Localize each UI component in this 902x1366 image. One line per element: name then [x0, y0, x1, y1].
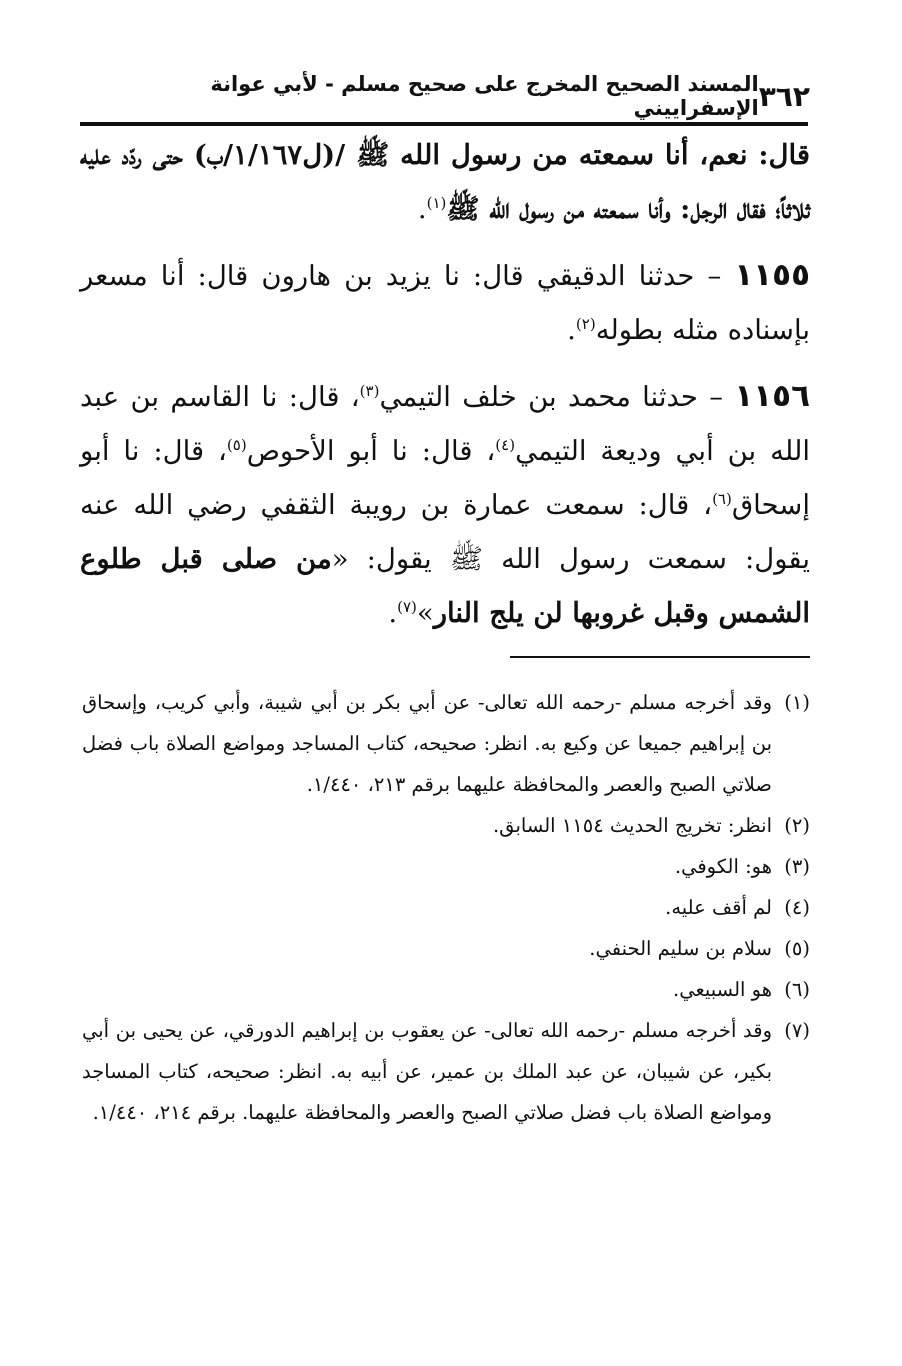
footnote-ref: (١) [426, 193, 447, 212]
footnote-text: انظر: تخريج الحديث ١١٥٤ السابق. [492, 814, 772, 837]
footnote-text: وقد أخرجه مسلم -رحمه الله تعالى- عن يعقوب بن إبراهيم الدورقي، عن يحيى بن أبي بكير، عن شيبان، عن عبد الملك بن عمير، عن أبيه به. انظر: صحيحه، كتاب المساجد ومواضع الصلاة باب فضل صلاتي الصبح والعصر والمحافظة عليهما. برقم ٢١٤، ١/٤٤٠. [82, 1019, 772, 1124]
hadith-text: – حدثنا محمد بن خلف التيمي [379, 381, 723, 413]
hadith-number: ١١٥٥ [734, 257, 810, 293]
footnote-ref: (٥) [226, 435, 247, 454]
paragraph-continuation: قال: نعم، أنا سمعته من رسول الله ﷺ /(ل١/١٦٧/ب) حتى ردّد عليه ثلاثاً؛ فقال الرجل: وأنا سمعته من رسول الله ﷺ$^{(١)}$. [80, 139, 810, 225]
footnote-item [82, 682, 810, 805]
page-header [88, 74, 810, 118]
hadith-1155: ١١٥٥ – حدثنا الدقيقي قال: نا يزيد بن هارون قال: أنا مسعر بإسناده مثله بطوله$^{(٢)}$. [80, 257, 810, 346]
hadith-1156: ١١٥٦ – حدثنا محمد بن خلف التيمي$^{(٣)}$، قال: نا القاسم بن عبد الله بن أبي وديعة التيمي$^{(٤)}$، قال: نا أبو الأحوص$^{(٥)}$، قال: نا أبو إسحاق$^{(٦)}$، قال: سمعت عمارة بن رويبة الثقفي رضي الله عنه يقول: سمعت رسول الله ﷺ يقول: «من صلى قبل طلوع الشمس وقبل غروبها لن يلج النار»$^{(٧)}$. [80, 378, 810, 629]
main-text [80, 128, 810, 640]
footnote-ref: (٧) [397, 597, 417, 616]
footnote-number: (٦) [784, 978, 810, 1001]
hadith-text: ، قال: نا القاسم بن عبد الله بن أبي وديعة التيمي [80, 381, 810, 467]
quote-close: » [416, 597, 434, 629]
header-rule [80, 122, 808, 126]
footnote-number: (١) [784, 691, 810, 714]
prophetic-quote: من صلى قبل طلوع الشمس وقبل غروبها لن يلج النار [80, 543, 810, 629]
hadith-number: ١١٥٦ [734, 378, 810, 414]
footnote-number: (٥) [784, 937, 810, 960]
hadith-text: ، قال: نا أبو الأحوص [246, 435, 496, 467]
footnote-text: لم أقف عليه. [665, 896, 772, 919]
footnote-item [82, 969, 810, 1010]
footnote-number: (٣) [784, 855, 810, 878]
footnote-rule [510, 656, 810, 658]
hadith-text: – حدثنا الدقيقي قال: نا يزيد بن هارون قال: أنا مسعر بإسناده مثله بطوله [80, 260, 810, 346]
footnote-number: (٤) [784, 896, 810, 919]
footnote-number: (٧) [784, 1019, 810, 1042]
footnote-item [82, 1010, 810, 1133]
footnote-text: وقد أخرجه مسلم -رحمه الله تعالى- عن أبي بكر بن أبي شيبة، وأبي كريب، وإسحاق بن إبراهيم جميعا عن وكيع به. انظر: صحيحه، كتاب المساجد ومواضع الصلاة باب فضل صلاتي الصبح والعصر والمحافظة عليهما برقم ٢١٣، ١/٤٤٠. [82, 691, 772, 796]
hadith-text: ، قال: سمعت عمارة بن رويبة الثقفي رضي الله عنه يقول: سمعت رسول الله ﷺ يقول: « [80, 489, 810, 575]
footnote-ref: (٦) [712, 489, 732, 508]
footnote-item [82, 887, 810, 928]
footnote-item [82, 805, 810, 846]
hadith-text: ، قال: نا أبو إسحاق [80, 435, 810, 521]
footnote-item [82, 846, 810, 887]
footnote-text: هو السبيعي. [673, 978, 772, 1001]
footnote-item [82, 928, 810, 969]
paragraph-text: قال: نعم، أنا سمعته من رسول الله ﷺ /(ل١/١٦٧/ب) حتى ردّد عليه ثلاثاً؛ فقال الرجل: وأنا سمعته من رسول الله ﷺ [80, 139, 810, 225]
footnote-text: سلام بن سليم الحنفي. [589, 937, 772, 960]
footnote-ref: (٤) [495, 435, 516, 454]
footnote-number: (٢) [784, 814, 810, 837]
footnote-text: هو: الكوفي. [674, 855, 772, 878]
footnote-ref: (٢) [575, 314, 596, 333]
footnotes [82, 682, 810, 1133]
running-title: المسند الصحيح المخرج على صحيح مسلم - لأبي عوانة الإسفراييني [210, 72, 759, 120]
footnote-ref: (٣) [359, 381, 380, 400]
page-number: ٣٦٢ [758, 79, 810, 113]
